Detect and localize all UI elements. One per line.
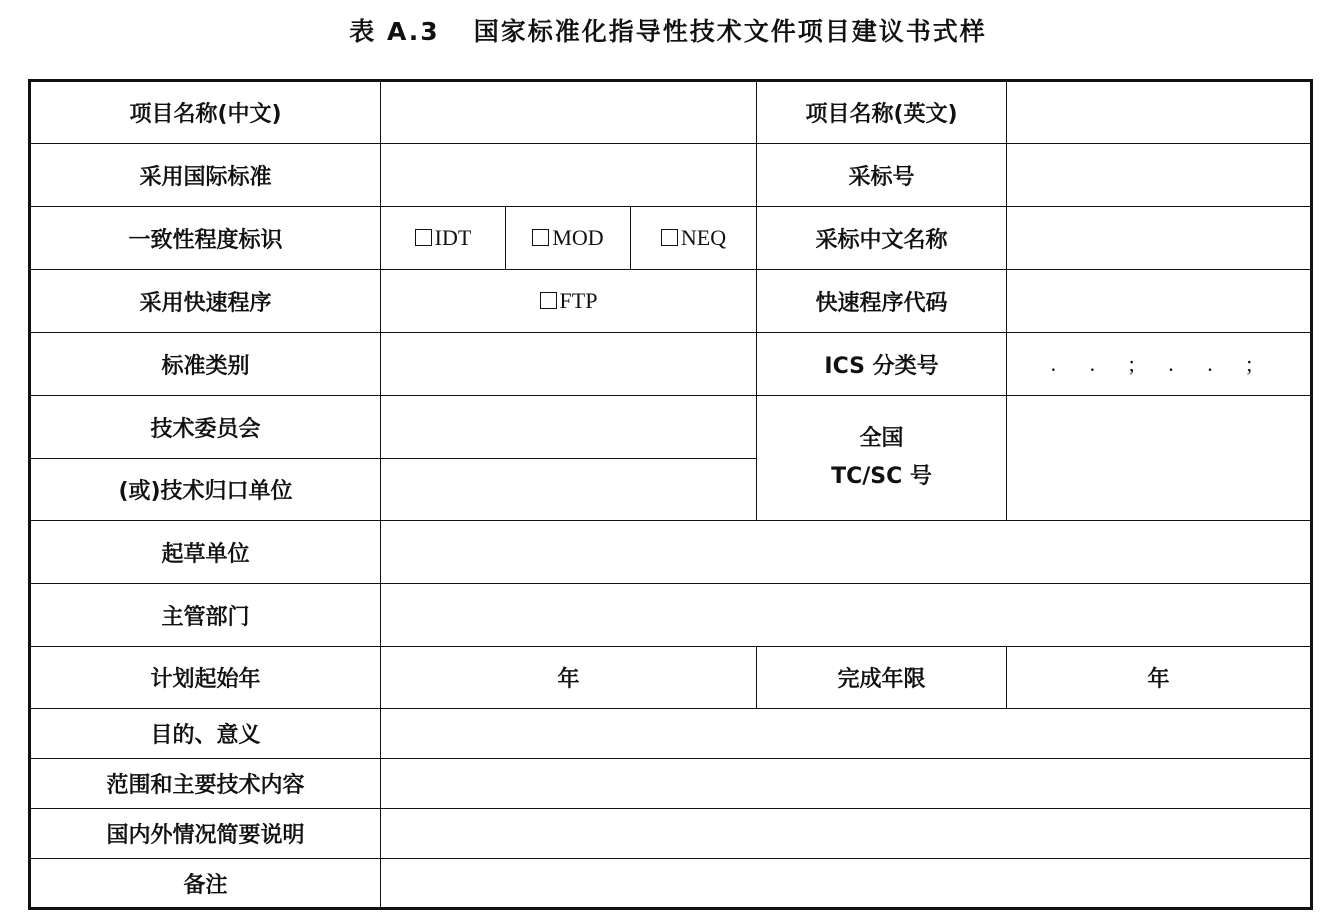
table-row bbox=[30, 809, 1312, 859]
responsible-unit-field[interactable] bbox=[381, 459, 757, 521]
adopted-intl-std-label: 采用国际标准 bbox=[30, 144, 381, 207]
adoption-cn-name-field[interactable] bbox=[1007, 207, 1312, 270]
national-label-line2: TC/SC 号 bbox=[831, 464, 932, 489]
fast-track-code-field[interactable] bbox=[1007, 270, 1312, 333]
competent-dept-label: 主管部门 bbox=[30, 584, 381, 647]
table-row bbox=[30, 859, 1312, 909]
checkbox-icon[interactable] bbox=[532, 229, 549, 246]
domestic-foreign-field[interactable] bbox=[381, 809, 1312, 859]
adoption-no-label: 采标号 bbox=[757, 144, 1007, 207]
neq-checkbox-cell[interactable] bbox=[631, 207, 757, 270]
idt-checkbox-cell[interactable] bbox=[381, 207, 506, 270]
project-name-cn-field[interactable] bbox=[381, 81, 757, 144]
checkbox-icon[interactable] bbox=[415, 229, 432, 246]
table-row bbox=[30, 647, 1312, 709]
table-row bbox=[30, 270, 1312, 333]
scope-content-label: 范围和主要技术内容 bbox=[30, 759, 381, 809]
project-name-en-label: 项目名称(英文) bbox=[757, 81, 1007, 144]
plan-start-year-label: 计划起始年 bbox=[30, 647, 381, 709]
ics-no-label: ICS 分类号 bbox=[757, 333, 1007, 396]
plan-start-year-field[interactable]: 年 bbox=[381, 647, 757, 709]
national-tcsc-field[interactable] bbox=[1007, 396, 1312, 521]
adopted-intl-std-field[interactable] bbox=[381, 144, 757, 207]
remarks-label: 备注 bbox=[30, 859, 381, 909]
neq-option: NEQ bbox=[680, 225, 727, 250]
competent-dept-field[interactable] bbox=[381, 584, 1312, 647]
checkbox-icon[interactable] bbox=[661, 229, 678, 246]
purpose-label: 目的、意义 bbox=[30, 709, 381, 759]
project-name-en-field[interactable] bbox=[1007, 81, 1312, 144]
adoption-no-field[interactable] bbox=[1007, 144, 1312, 207]
idt-option: IDT bbox=[434, 225, 472, 250]
checkbox-icon[interactable] bbox=[540, 292, 557, 309]
national-label-line1: 全国 bbox=[859, 426, 904, 451]
table-number: 表 A.3 bbox=[349, 17, 440, 46]
ftp-option: FTP bbox=[559, 288, 598, 313]
std-category-label: 标准类别 bbox=[30, 333, 381, 396]
completion-limit-label: 完成年限 bbox=[757, 647, 1007, 709]
national-tcsc-label bbox=[757, 396, 1007, 521]
proposal-form-table bbox=[28, 79, 1313, 910]
remarks-field[interactable] bbox=[381, 859, 1312, 909]
completion-limit-field[interactable]: 年 bbox=[1007, 647, 1312, 709]
mod-checkbox-cell[interactable] bbox=[506, 207, 631, 270]
ics-no-field[interactable] bbox=[1007, 333, 1312, 396]
page-title bbox=[0, 12, 1336, 48]
table-title: 国家标准化指导性技术文件项目建议书式样 bbox=[473, 17, 987, 46]
domestic-foreign-label: 国内外情况简要说明 bbox=[30, 809, 381, 859]
table-row bbox=[30, 207, 1312, 270]
ftp-checkbox-cell[interactable] bbox=[381, 270, 757, 333]
ics-placeholder: . . ; . . ; bbox=[1050, 351, 1267, 376]
table-row bbox=[30, 396, 1312, 459]
table-row bbox=[30, 144, 1312, 207]
responsible-unit-label: (或)技术归口单位 bbox=[30, 459, 381, 521]
purpose-field[interactable] bbox=[381, 709, 1312, 759]
mod-option: MOD bbox=[552, 225, 604, 250]
std-category-field[interactable] bbox=[381, 333, 757, 396]
table-row bbox=[30, 584, 1312, 647]
tech-committee-field[interactable] bbox=[381, 396, 757, 459]
table-row bbox=[30, 759, 1312, 809]
table-row bbox=[30, 81, 1312, 144]
table-row bbox=[30, 333, 1312, 396]
adoption-cn-name-label: 采标中文名称 bbox=[757, 207, 1007, 270]
tech-committee-label: 技术委员会 bbox=[30, 396, 381, 459]
drafting-unit-label: 起草单位 bbox=[30, 521, 381, 584]
consistency-label: 一致性程度标识 bbox=[30, 207, 381, 270]
table-row bbox=[30, 521, 1312, 584]
fast-track-label: 采用快速程序 bbox=[30, 270, 381, 333]
project-name-cn-label: 项目名称(中文) bbox=[30, 81, 381, 144]
scope-content-field[interactable] bbox=[381, 759, 1312, 809]
drafting-unit-field[interactable] bbox=[381, 521, 1312, 584]
table-row bbox=[30, 709, 1312, 759]
fast-track-code-label: 快速程序代码 bbox=[757, 270, 1007, 333]
